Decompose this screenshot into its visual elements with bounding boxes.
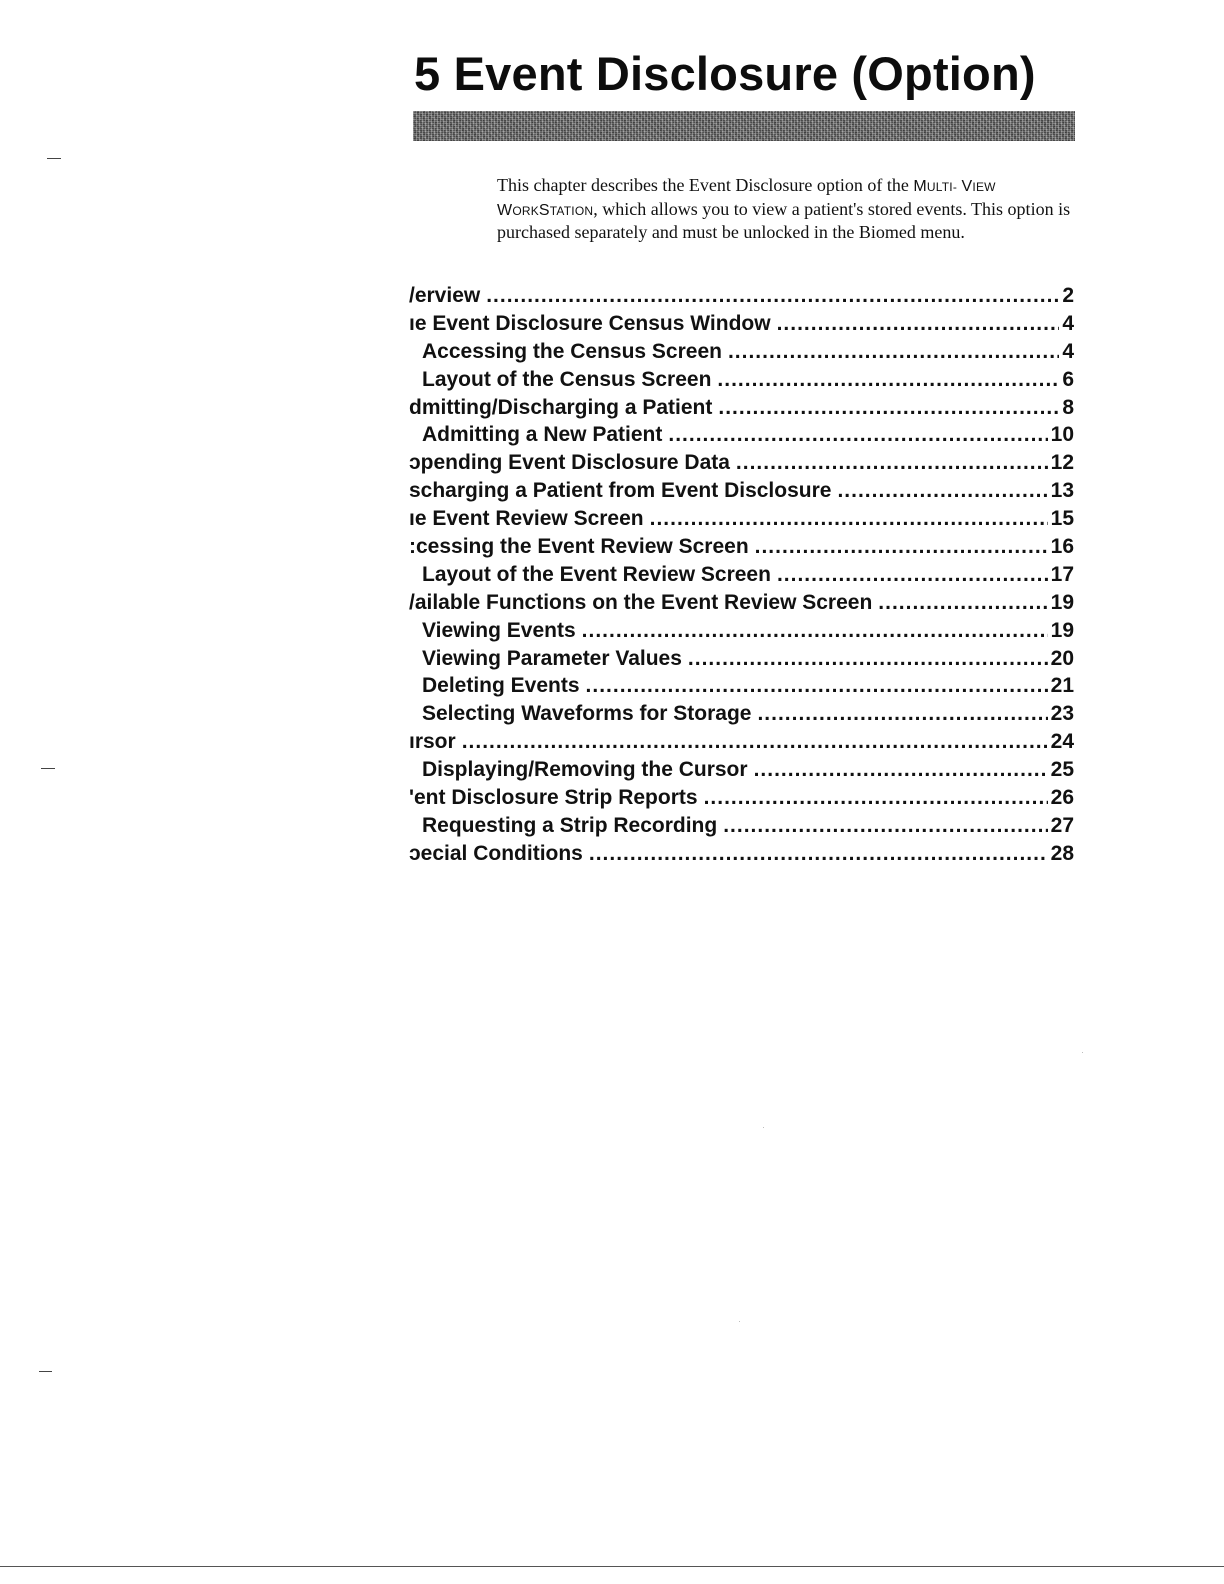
toc-entry-label: Admitting a New Patient bbox=[422, 423, 663, 447]
page-bottom-edge bbox=[0, 1566, 1224, 1567]
toc-entry[interactable] bbox=[409, 672, 1074, 700]
toc-entry-page: 15 bbox=[1050, 507, 1074, 531]
toc-leader-dots bbox=[718, 394, 1059, 422]
toc-entry-label: Viewing Parameter Values bbox=[422, 646, 682, 670]
toc-entry-label: Accessing the Census Screen bbox=[422, 339, 722, 363]
toc-leader-dots bbox=[837, 477, 1047, 505]
toc-entry-label: Deleting Events bbox=[422, 674, 580, 698]
toc-entry-label: Layout of the Event Review Screen bbox=[422, 562, 771, 586]
toc-leader-dots bbox=[462, 728, 1048, 756]
toc-leader-dots bbox=[736, 449, 1048, 477]
toc-leader-dots bbox=[586, 672, 1048, 700]
toc-entry-page: 16 bbox=[1050, 535, 1074, 559]
toc-leader-dots bbox=[723, 812, 1047, 840]
toc-entry-page: 25 bbox=[1050, 758, 1074, 782]
toc-entry[interactable] bbox=[409, 840, 1074, 868]
toc-entry[interactable] bbox=[409, 394, 1074, 422]
toc-entry-page: 12 bbox=[1050, 451, 1074, 475]
toc-entry-label: Layout of the Census Screen bbox=[422, 367, 712, 391]
toc-entry-page: 27 bbox=[1050, 813, 1074, 837]
toc-entry-label: /ailable Functions on the Event Review Screen bbox=[409, 590, 873, 614]
toc-entry-label: ıe Event Disclosure Census Window bbox=[409, 311, 771, 335]
toc-leader-dots bbox=[717, 366, 1059, 394]
toc-entry[interactable] bbox=[409, 449, 1074, 477]
toc-entry[interactable] bbox=[409, 338, 1074, 366]
scan-margin-mark bbox=[47, 158, 61, 159]
toc-entry-page: 8 bbox=[1062, 395, 1074, 419]
toc-entry-page: 19 bbox=[1050, 590, 1074, 614]
toc-entry-page: 4 bbox=[1062, 311, 1074, 335]
chapter-intro-paragraph bbox=[497, 175, 1082, 244]
toc-entry[interactable] bbox=[409, 700, 1074, 728]
toc-entry-page: 21 bbox=[1050, 674, 1074, 698]
toc-leader-dots bbox=[777, 561, 1048, 589]
toc-entry[interactable] bbox=[409, 645, 1074, 673]
toc-entry[interactable] bbox=[409, 421, 1074, 449]
toc-entry-label: :cessing the Event Review Screen bbox=[409, 535, 749, 559]
toc-leader-dots bbox=[755, 533, 1048, 561]
toc-entry[interactable] bbox=[409, 728, 1074, 756]
toc-entry-label: 'ent Disclosure Strip Reports bbox=[409, 786, 698, 810]
toc-entry[interactable] bbox=[409, 505, 1074, 533]
toc-entry-label: Selecting Waveforms for Storage bbox=[422, 702, 752, 726]
toc-entry[interactable] bbox=[409, 812, 1074, 840]
toc-entry[interactable] bbox=[409, 477, 1074, 505]
toc-leader-dots bbox=[688, 645, 1048, 673]
toc-leader-dots bbox=[582, 617, 1048, 645]
toc-entry-page: 26 bbox=[1050, 786, 1074, 810]
toc-leader-dots bbox=[777, 310, 1060, 338]
intro-text-start: This chapter describes the Event Disclosure option of the bbox=[497, 175, 914, 195]
toc-entry-page: 17 bbox=[1050, 562, 1074, 586]
toc-entry-label: dmitting/Discharging a Patient bbox=[409, 395, 713, 419]
toc-entry-page: 4 bbox=[1062, 339, 1074, 363]
toc-entry[interactable] bbox=[409, 617, 1074, 645]
toc-leader-dots bbox=[754, 756, 1048, 784]
toc-entry-page: 2 bbox=[1062, 284, 1074, 307]
toc-leader-dots bbox=[757, 700, 1047, 728]
toc-leader-dots bbox=[589, 840, 1048, 868]
toc-entry-page: 10 bbox=[1050, 423, 1074, 447]
toc-entry[interactable] bbox=[409, 756, 1074, 784]
toc-entry-page: 6 bbox=[1062, 367, 1074, 391]
toc-entry-page: 24 bbox=[1050, 730, 1074, 754]
product-name-view: VIEW WORKSTATION bbox=[497, 178, 996, 219]
toc-entry-page: 23 bbox=[1050, 702, 1074, 726]
toc-leader-dots bbox=[486, 282, 1059, 310]
toc-leader-dots bbox=[650, 505, 1048, 533]
scan-margin-mark bbox=[41, 768, 55, 769]
intro-text-end: , which allows you to view a patient's stored events. This option is purchased separately and must be unlocked in the Biomed menu. bbox=[497, 198, 1071, 242]
toc-entry[interactable] bbox=[409, 784, 1074, 812]
toc-leader-dots bbox=[728, 338, 1059, 366]
toc-leader-dots bbox=[668, 421, 1047, 449]
toc-entry-page: 20 bbox=[1050, 646, 1074, 670]
toc-entry[interactable] bbox=[409, 310, 1074, 338]
toc-entry-label: ɔecial Conditions bbox=[409, 841, 583, 865]
product-name-multi: MULTI- bbox=[913, 178, 958, 195]
toc-entry-label: scharging a Patient from Event Disclosure bbox=[409, 479, 832, 503]
toc-entry-label: /erview bbox=[409, 284, 481, 307]
toc-entry-label: ırsor bbox=[409, 730, 456, 754]
toc-entry-label: ıe Event Review Screen bbox=[409, 507, 644, 531]
toc-leader-dots bbox=[878, 589, 1047, 617]
toc-entry-page: 28 bbox=[1050, 841, 1074, 865]
table-of-contents bbox=[409, 282, 1074, 868]
toc-entry-page: 13 bbox=[1050, 479, 1074, 503]
toc-entry[interactable] bbox=[409, 282, 1074, 310]
toc-entry-label: Viewing Events bbox=[422, 618, 576, 642]
scan-margin-mark bbox=[39, 1371, 52, 1372]
title-halftone-band bbox=[413, 111, 1075, 141]
toc-entry[interactable] bbox=[409, 366, 1074, 394]
toc-entry-page: 19 bbox=[1050, 618, 1074, 642]
toc-entry-label: Displaying/Removing the Cursor bbox=[422, 758, 748, 782]
scan-speck bbox=[1082, 1052, 1083, 1053]
toc-leader-dots bbox=[704, 784, 1048, 812]
scan-speck bbox=[739, 1321, 740, 1322]
scan-speck bbox=[763, 1127, 764, 1128]
toc-entry[interactable] bbox=[409, 533, 1074, 561]
toc-entry-label: ɔpending Event Disclosure Data bbox=[409, 451, 730, 475]
toc-entry[interactable] bbox=[409, 561, 1074, 589]
chapter-title: 5 Event Disclosure (Option) bbox=[414, 47, 1036, 100]
toc-entry-label: Requesting a Strip Recording bbox=[422, 813, 718, 837]
toc-entry[interactable] bbox=[409, 589, 1074, 617]
